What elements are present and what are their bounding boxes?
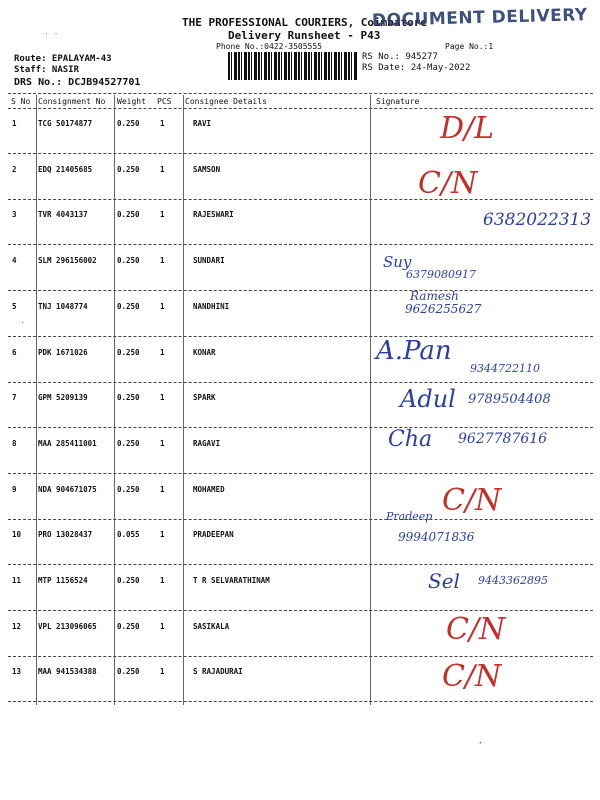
row-weight: 0.055 xyxy=(117,530,140,540)
handwritten-signature: Pradeep xyxy=(386,510,433,524)
row-weight: 0.250 xyxy=(117,667,140,677)
row-pcs: 1 xyxy=(160,576,165,585)
row-consignee: KONAR xyxy=(193,347,216,357)
row-consignment-no: VPL 213096065 xyxy=(38,621,97,631)
col-header-weight: Weight xyxy=(117,97,146,106)
row-weight: 0.250 xyxy=(117,438,140,448)
row-weight: 0.250 xyxy=(117,621,140,631)
row-separator xyxy=(8,382,593,383)
row-sno: 5 xyxy=(12,301,17,311)
row-sno: 7 xyxy=(12,393,17,403)
row-consignment-no: TCG 50174877 xyxy=(38,119,93,128)
header-bottom-rule xyxy=(8,108,593,109)
row-weight: 0.250 xyxy=(117,256,140,266)
row-consignment-no: MAA 941534388 xyxy=(38,667,97,677)
row-consignee: MOHAMED xyxy=(193,484,225,494)
row-sno: 8 xyxy=(12,438,17,448)
row-consignment-no: EDQ 21405685 xyxy=(38,164,93,174)
runsheet-subtitle: Delivery Runsheet - P43 xyxy=(228,29,381,42)
row-consignment-no: TVR 4043137 xyxy=(38,210,88,220)
row-consignee: T R SELVARATHINAM xyxy=(193,576,270,585)
row-consignee: SASIKALA xyxy=(193,621,230,631)
company-title: THE PROFESSIONAL COURIERS, Coimbatore xyxy=(182,16,428,29)
handwritten-signature: C/N xyxy=(442,659,502,695)
row-consignment-no: GPM 5209139 xyxy=(38,393,88,403)
column-divider xyxy=(36,95,37,705)
row-consignment-no: MTP 1156524 xyxy=(38,576,88,585)
handwritten-signature: C/N xyxy=(442,482,502,518)
column-divider xyxy=(183,95,184,705)
row-pcs: 1 xyxy=(160,347,165,357)
scan-mark: · xyxy=(20,318,25,327)
row-pcs: 1 xyxy=(160,393,165,403)
handwritten-signature: C/N xyxy=(446,611,506,647)
row-consignment-no: NDA 904671075 xyxy=(38,484,97,494)
handwritten-phone: 9626255627 xyxy=(405,301,482,316)
scan-mark: ′ ′ xyxy=(44,32,59,41)
row-sno: 3 xyxy=(12,210,17,220)
row-sno: 1 xyxy=(12,119,17,128)
col-header-pcs: PCS xyxy=(157,97,172,106)
handwritten-phone: 9443362895 xyxy=(478,574,548,587)
handwritten-signature: C/N xyxy=(418,165,478,201)
row-weight: 0.250 xyxy=(117,576,140,585)
row-weight: 0.250 xyxy=(117,164,140,174)
row-consignee: RAGAVI xyxy=(193,438,221,448)
row-sno: 9 xyxy=(12,484,17,494)
row-consignee: RAJESWARI xyxy=(193,210,234,220)
row-pcs: 1 xyxy=(160,530,165,540)
row-pcs: 1 xyxy=(160,119,165,128)
row-sno: 4 xyxy=(12,256,17,266)
staff-label: Staff: NASIR xyxy=(14,65,80,75)
col-header-signature: Signature xyxy=(376,97,420,106)
row-separator xyxy=(8,519,593,520)
page-number: Page No.:1 xyxy=(445,42,494,51)
row-consignee: SAMSON xyxy=(193,164,221,174)
row-consignee: RAVI xyxy=(193,119,212,128)
row-sno: 12 xyxy=(12,621,22,631)
row-separator xyxy=(8,336,593,337)
row-consignee: NANDHINI xyxy=(193,301,230,311)
row-pcs: 1 xyxy=(160,667,165,677)
row-weight: 0.250 xyxy=(117,210,140,220)
handwritten-signature: Ramesh xyxy=(410,288,459,303)
row-weight: 0.250 xyxy=(117,347,140,357)
handwritten-phone: 9627787616 xyxy=(458,430,548,447)
row-sno: 10 xyxy=(12,530,22,540)
scan-mark: ‚ xyxy=(478,736,483,745)
row-pcs: 1 xyxy=(160,164,165,174)
row-consignment-no: TNJ 1048774 xyxy=(38,301,88,311)
row-weight: 0.250 xyxy=(117,301,140,311)
drs-number: DRS No.: DCJB94527701 xyxy=(14,77,141,88)
row-pcs: 1 xyxy=(160,438,165,448)
document-delivery-stamp: DOCUMENT DELIVERY xyxy=(371,5,588,31)
handwritten-signature: Cha xyxy=(388,426,433,452)
row-weight: 0.250 xyxy=(117,393,140,403)
handwritten-phone: 9789504408 xyxy=(468,392,551,408)
handwritten-signature: Suy xyxy=(383,253,412,272)
row-consignee: S RAJADURAI xyxy=(193,667,243,677)
row-consignment-no: PRO 13028437 xyxy=(38,530,93,540)
handwritten-phone: 6382022313 xyxy=(483,210,592,231)
row-sno: 2 xyxy=(12,164,17,174)
rs-number: RS No.: 945277 xyxy=(362,52,438,62)
row-consignee: SUNDARI xyxy=(193,256,225,266)
row-pcs: 1 xyxy=(160,210,165,220)
handwritten-signature: A.Pan xyxy=(376,335,452,366)
row-sno: 13 xyxy=(12,667,22,677)
row-weight: 0.250 xyxy=(117,484,140,494)
handwritten-signature: Adul xyxy=(400,385,456,414)
row-separator xyxy=(8,564,593,565)
route-label: Route: EPALAYAM-43 xyxy=(14,54,112,64)
col-header-sno: S No xyxy=(11,97,31,106)
row-separator xyxy=(8,244,593,245)
rs-date: RS Date: 24-May-2022 xyxy=(362,63,471,73)
row-separator xyxy=(8,290,593,291)
row-consignment-no: SLM 296156002 xyxy=(38,256,97,266)
row-pcs: 1 xyxy=(160,256,165,266)
row-consignment-no: MAA 285411001 xyxy=(38,438,97,448)
col-header-consignee: Consignee Details xyxy=(185,97,267,106)
row-consignee: SPARK xyxy=(193,393,216,403)
handwritten-signature: D/L xyxy=(440,111,495,146)
column-divider xyxy=(370,95,371,705)
column-divider xyxy=(114,95,115,705)
row-weight: 0.250 xyxy=(117,119,140,128)
row-consignment-no: PDK 1671026 xyxy=(38,347,88,357)
row-pcs: 1 xyxy=(160,484,165,494)
row-consignee: PRADEEPAN xyxy=(193,530,234,540)
col-header-consignment: Consignment No xyxy=(38,97,106,106)
handwritten-phone: 9994071836 xyxy=(398,530,475,545)
row-sno: 6 xyxy=(12,347,17,357)
row-separator xyxy=(8,656,593,657)
row-separator xyxy=(8,473,593,474)
row-separator xyxy=(8,427,593,428)
row-separator xyxy=(8,199,593,200)
header-top-rule xyxy=(8,93,593,94)
row-sno: 11 xyxy=(12,576,22,585)
handwritten-signature: Sel xyxy=(428,569,460,593)
row-pcs: 1 xyxy=(160,301,165,311)
handwritten-phone: 9344722110 xyxy=(470,361,540,375)
phone-number: Phone No.:0422-3505555 xyxy=(216,42,322,51)
row-separator xyxy=(8,701,593,702)
barcode xyxy=(228,52,358,80)
handwritten-phone: 6379080917 xyxy=(406,268,476,282)
row-pcs: 1 xyxy=(160,621,165,631)
row-separator xyxy=(8,153,593,154)
